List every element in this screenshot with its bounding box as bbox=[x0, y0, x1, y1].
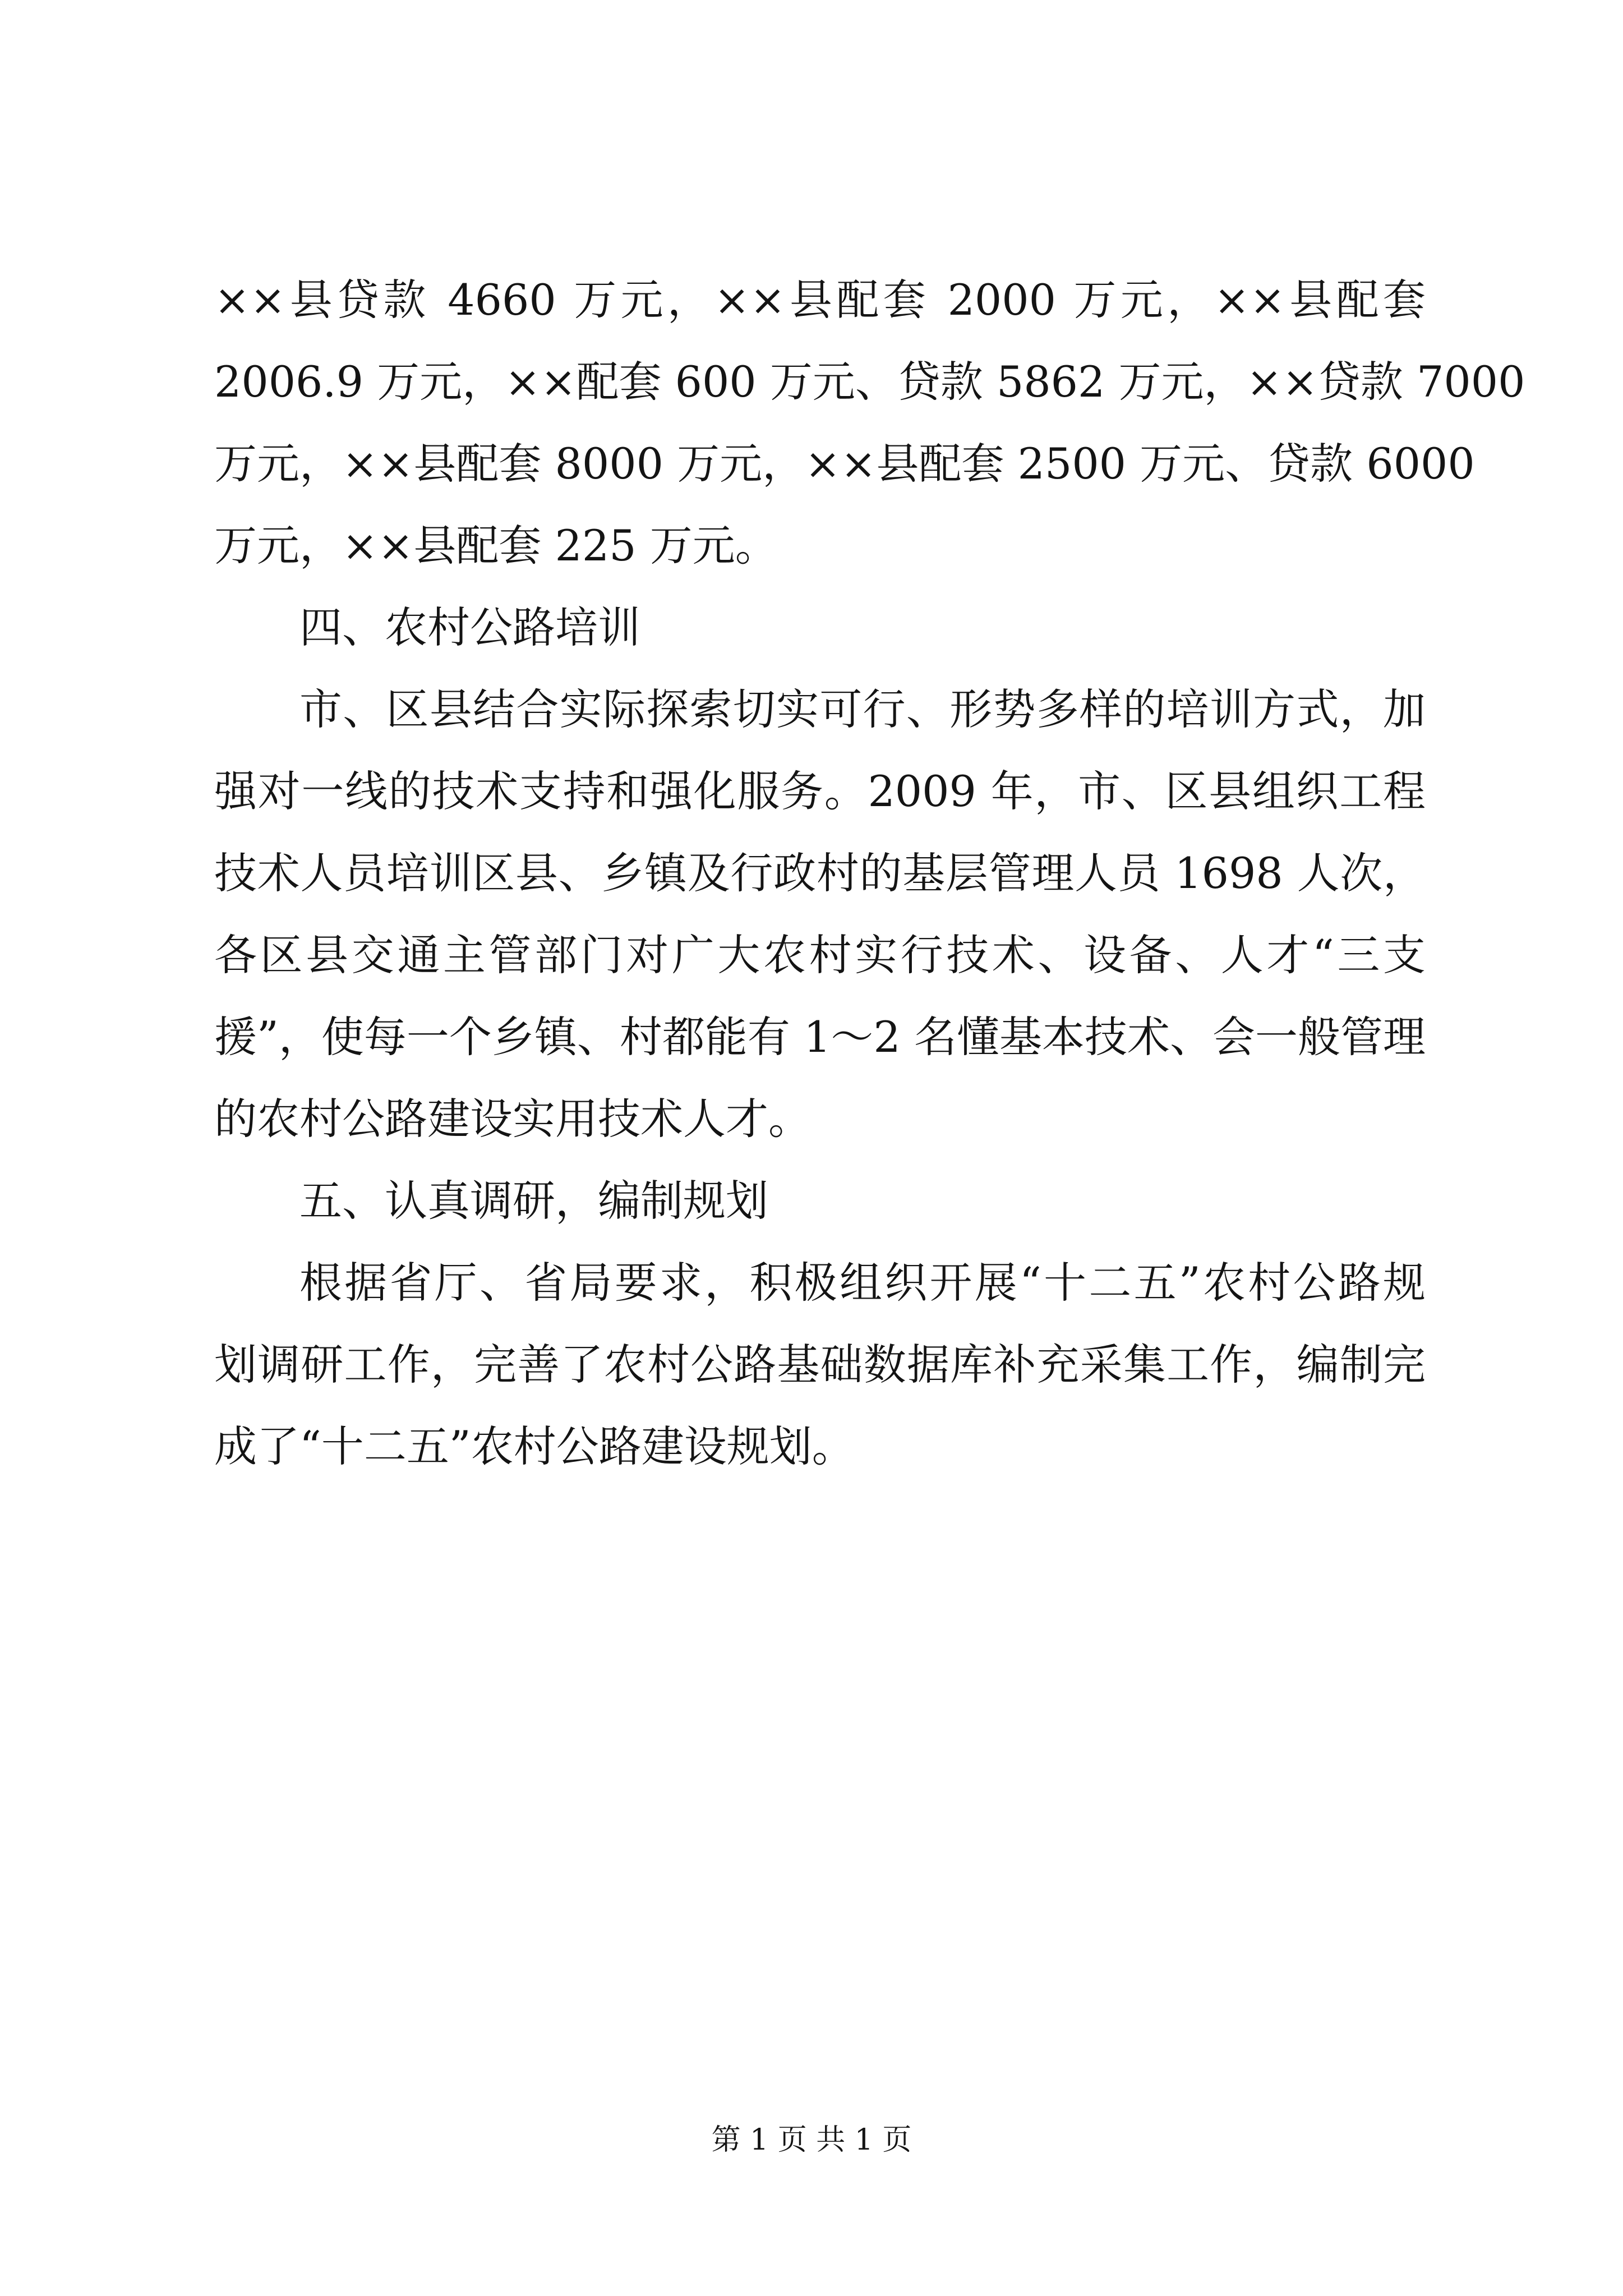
page-footer: 第 1 页 共 1 页 bbox=[711, 2123, 912, 2157]
paragraph-training bbox=[214, 669, 1426, 1160]
section-heading-planning bbox=[214, 1160, 1426, 1242]
text-line: ××县贷款 4660 万元，××县配套 2000 万元，××县配套 bbox=[214, 275, 1426, 325]
text-line: 援”，使每一个乡镇、村都能有 1～2 名懂基本技术、会一般管理 bbox=[214, 1012, 1426, 1062]
paragraph-planning bbox=[214, 1242, 1426, 1488]
document-body bbox=[214, 259, 1525, 1488]
heading-text: 五、认真调研，编制规划 bbox=[299, 1176, 768, 1226]
text-line: 技术人员培训区县、乡镇及行政村的基层管理人员 1698 人次， bbox=[214, 848, 1426, 898]
text-line: 万元，××县配套 8000 万元，××县配套 2500 万元、贷款 6000 bbox=[214, 439, 1475, 489]
text-line: 各区县交通主管部门对广大农村实行技术、设备、人才“三支 bbox=[214, 930, 1426, 980]
text-line: 的农村公路建设实用技术人才。 bbox=[214, 1094, 811, 1144]
section-heading-training bbox=[214, 587, 1426, 669]
text-line: 2006.9 万元，××配套 600 万元、贷款 5862 万元，××贷款 7000 bbox=[214, 357, 1525, 407]
text-line: 强对一线的技术支持和强化服务。2009 年，市、区县组织工程 bbox=[214, 766, 1426, 816]
text-line: 根据省厅、省局要求，积极组织开展“十二五”农村公路规 bbox=[299, 1258, 1426, 1308]
text-line: 万元，××县配套 225 万元。 bbox=[214, 521, 778, 570]
text-line: 市、区县结合实际探索切实可行、形势多样的培训方式，加 bbox=[299, 684, 1426, 734]
text-line: 划调研工作，完善了农村公路基础数据库补充采集工作，编制完 bbox=[214, 1340, 1426, 1389]
heading-text: 四、农村公路培训 bbox=[299, 602, 640, 652]
paragraph-funding bbox=[214, 259, 1525, 587]
text-line: 成了“十二五”农村公路建设规划。 bbox=[214, 1421, 855, 1471]
